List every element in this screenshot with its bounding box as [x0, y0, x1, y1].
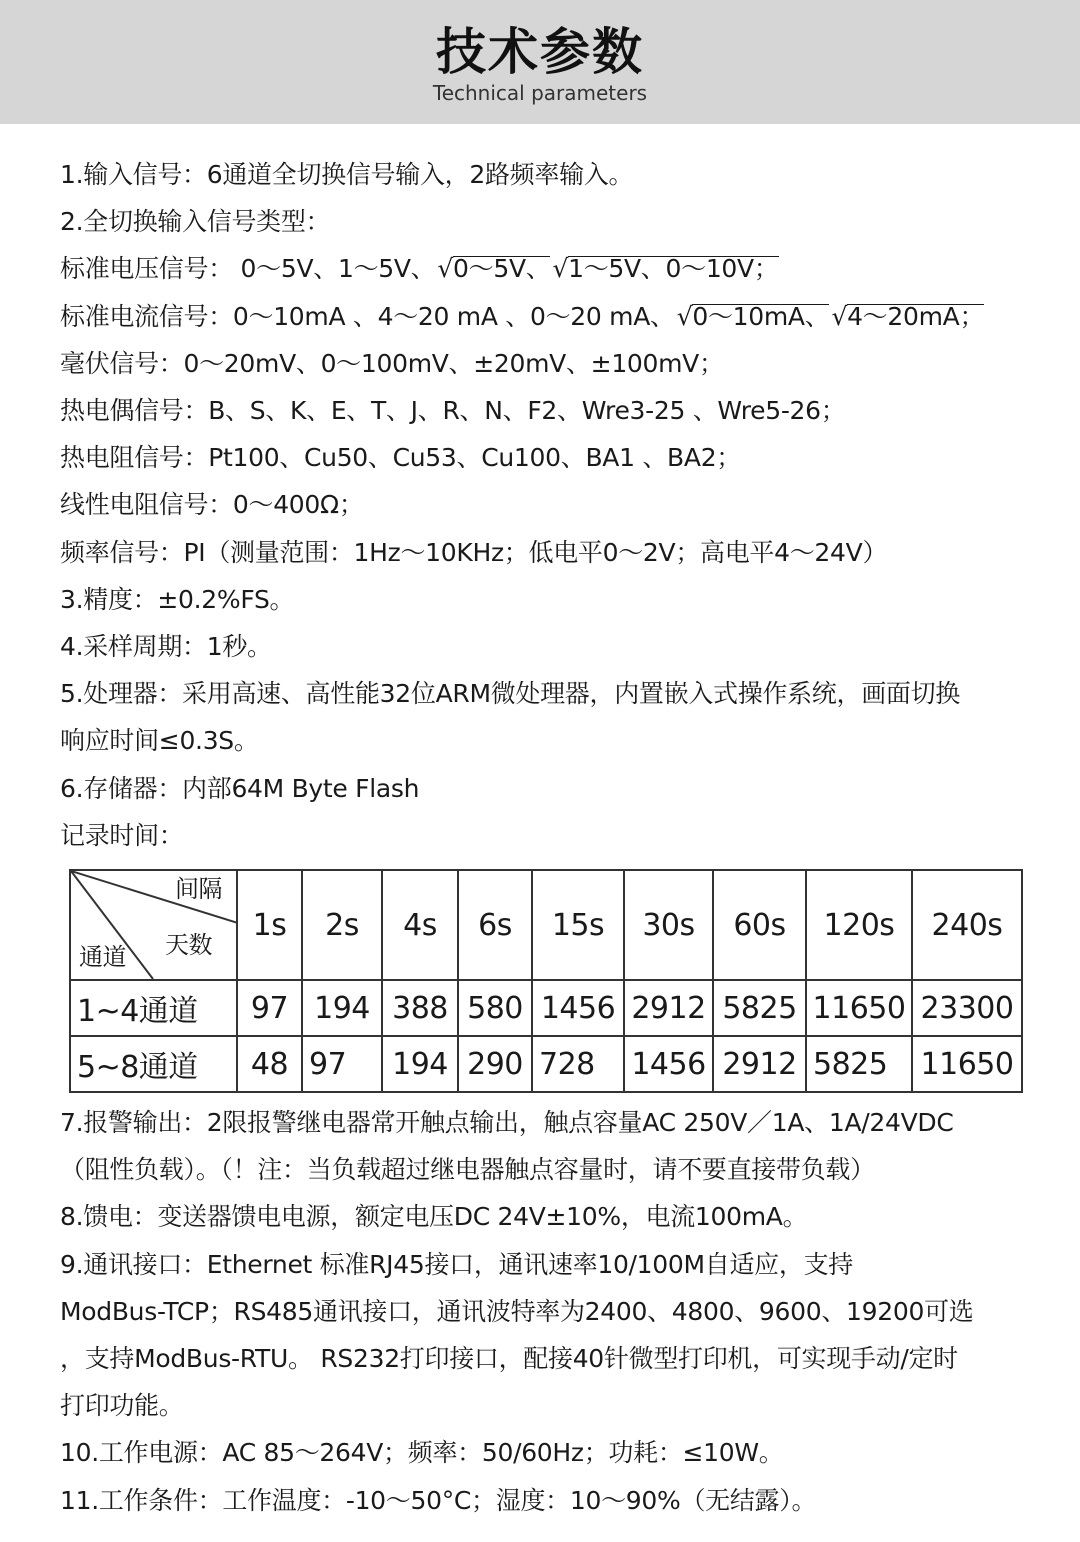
param-power-supply: 10.工作电源：AC 85～264V；频率：50/60Hz；功耗：≤10W。 [60, 1438, 784, 1468]
param-input-types: 2.全切换输入信号类型： [60, 207, 331, 237]
param-frequency-signal: 频率信号：PI（测量范围：1Hz～10KHz；低电平0～2V；高电平4～24V） [60, 537, 888, 567]
header-banner [0, 0, 1080, 124]
record-time-table [69, 869, 1023, 1093]
table-cell: 5825 [806, 1036, 912, 1092]
page-subtitle: Technical parameters [432, 81, 648, 105]
voltage-text-a: 标准电压信号： 0～5V、1～5V、 [60, 254, 436, 284]
param-record-time: 记录时间： [60, 820, 184, 850]
current-sqrt-value-2: 4～20mA； [847, 301, 985, 331]
param-storage: 6.存储器：内部64M Byte Flash [60, 773, 420, 803]
sqrt-icon [831, 293, 984, 340]
sqrt-symbol: √ [437, 254, 454, 284]
table-corner-cell [70, 870, 237, 980]
param-accuracy: 3.精度：±0.2%FS。 [60, 584, 295, 614]
param-alarm-output: 7.报警输出：2限报警继电器常开触点输出，触点容量AC 250V／1A、1A/24VDC [60, 1108, 954, 1138]
interval-header: 4s [382, 870, 458, 980]
voltage-sqrt-value: 0～5V、 [453, 254, 551, 284]
sqrt-icon [677, 293, 830, 340]
record-time-table-wrap [69, 869, 1050, 1093]
param-feed-power: 8.馈电：变送器馈电电源，额定电压DC 24V±10%，电流100mA。 [60, 1202, 808, 1232]
param-voltage-signal [60, 245, 1050, 292]
param-thermocouple-signal: 热电偶信号：B、S、K、E、T、J、R、N、F2、Wre3-25 、Wre5-26； [60, 396, 846, 426]
sqrt-symbol: √ [676, 301, 693, 331]
table-cell: 728 [532, 1036, 624, 1092]
table-cell: 97 [237, 980, 302, 1036]
interval-header: 15s [532, 870, 624, 980]
interval-header: 120s [806, 870, 912, 980]
sqrt-symbol: √ [831, 301, 848, 331]
table-cell: 48 [237, 1036, 302, 1092]
table-cell: 388 [382, 980, 458, 1036]
table-cell: 23300 [912, 980, 1022, 1036]
table-cell: 194 [382, 1036, 458, 1092]
current-text-a: 标准电流信号：0～10mA 、4～20 mA 、0～20 mA、 [60, 301, 675, 331]
param-linear-resistance: 线性电阻信号：0～400Ω； [60, 490, 364, 520]
interval-header: 1s [237, 870, 302, 980]
table-cell: 5825 [713, 980, 806, 1036]
param-communication-cont-3: 打印功能。 [60, 1391, 184, 1421]
row-label: 1~4通道 [70, 980, 237, 1036]
voltage-sqrt-value-2: 1～5V、0～10V； [568, 254, 779, 284]
current-sqrt-value: 0～10mA、 [692, 301, 830, 331]
table-cell: 194 [302, 980, 382, 1036]
table-row [70, 1036, 1022, 1092]
sqrt-icon [437, 245, 550, 292]
interval-header: 2s [302, 870, 382, 980]
table-header-row [70, 870, 1022, 980]
corner-interval-label: 间隔 [175, 875, 222, 904]
param-communication-cont-2: ，支持ModBus-RTU。 RS232打印接口，配接40针微型打印机，可实现手动/定时 [60, 1344, 958, 1374]
param-millivolt-signal: 毫伏信号：0～20mV、0～100mV、±20mV、±100mV； [60, 348, 724, 378]
parameter-list [60, 151, 1050, 1524]
param-input-signal: 1.输入信号：6通道全切换信号输入，2路频率输入。 [60, 160, 634, 189]
param-processor: 5.处理器：采用高速、高性能32位ARM微处理器，内置嵌入式操作系统，画面切换 [60, 679, 961, 709]
interval-header: 60s [713, 870, 806, 980]
param-sampling-period: 4.采样周期：1秒。 [60, 632, 272, 662]
table-cell: 2912 [624, 980, 713, 1036]
param-alarm-output-cont: （阻性负载）。（！注：当负载超过继电器触点容量时，请不要直接带负载） [60, 1155, 875, 1185]
table-cell: 1456 [532, 980, 624, 1036]
param-working-conditions: 11.工作条件：工作温度：-10～50°C；湿度：10～90%（无结露）。 [60, 1485, 817, 1515]
param-processor-cont: 响应时间≤0.3S。 [60, 726, 259, 756]
page-title: 技术参数 [436, 23, 644, 81]
table-cell: 11650 [912, 1036, 1022, 1092]
interval-header: 6s [458, 870, 532, 980]
interval-header: 30s [624, 870, 713, 980]
param-communication-cont-1: ModBus-TCP；RS485通讯接口，通讯波特率为2400、4800、9600、19200可选 [60, 1296, 974, 1326]
sqrt-symbol: √ [552, 254, 569, 284]
sqrt-icon [552, 245, 778, 292]
interval-header: 240s [912, 870, 1022, 980]
table-cell: 290 [458, 1036, 532, 1092]
param-current-signal [60, 293, 1050, 340]
table-cell: 580 [458, 980, 532, 1036]
param-rtd-signal: 热电阻信号：Pt100、Cu50、Cu53、Cu100、BA1 、BA2； [60, 443, 742, 473]
corner-channel-label: 通道 [79, 943, 126, 972]
table-cell: 1456 [624, 1036, 713, 1092]
table-cell: 11650 [806, 980, 912, 1036]
table-cell: 97 [302, 1036, 382, 1092]
param-communication: 9.通讯接口：Ethernet 标准RJ45接口，通讯速率10/100M自适应，支持 [60, 1249, 853, 1279]
row-label: 5~8通道 [70, 1036, 237, 1092]
table-row [70, 980, 1022, 1036]
corner-days-label: 天数 [165, 931, 212, 960]
table-cell: 2912 [713, 1036, 806, 1092]
